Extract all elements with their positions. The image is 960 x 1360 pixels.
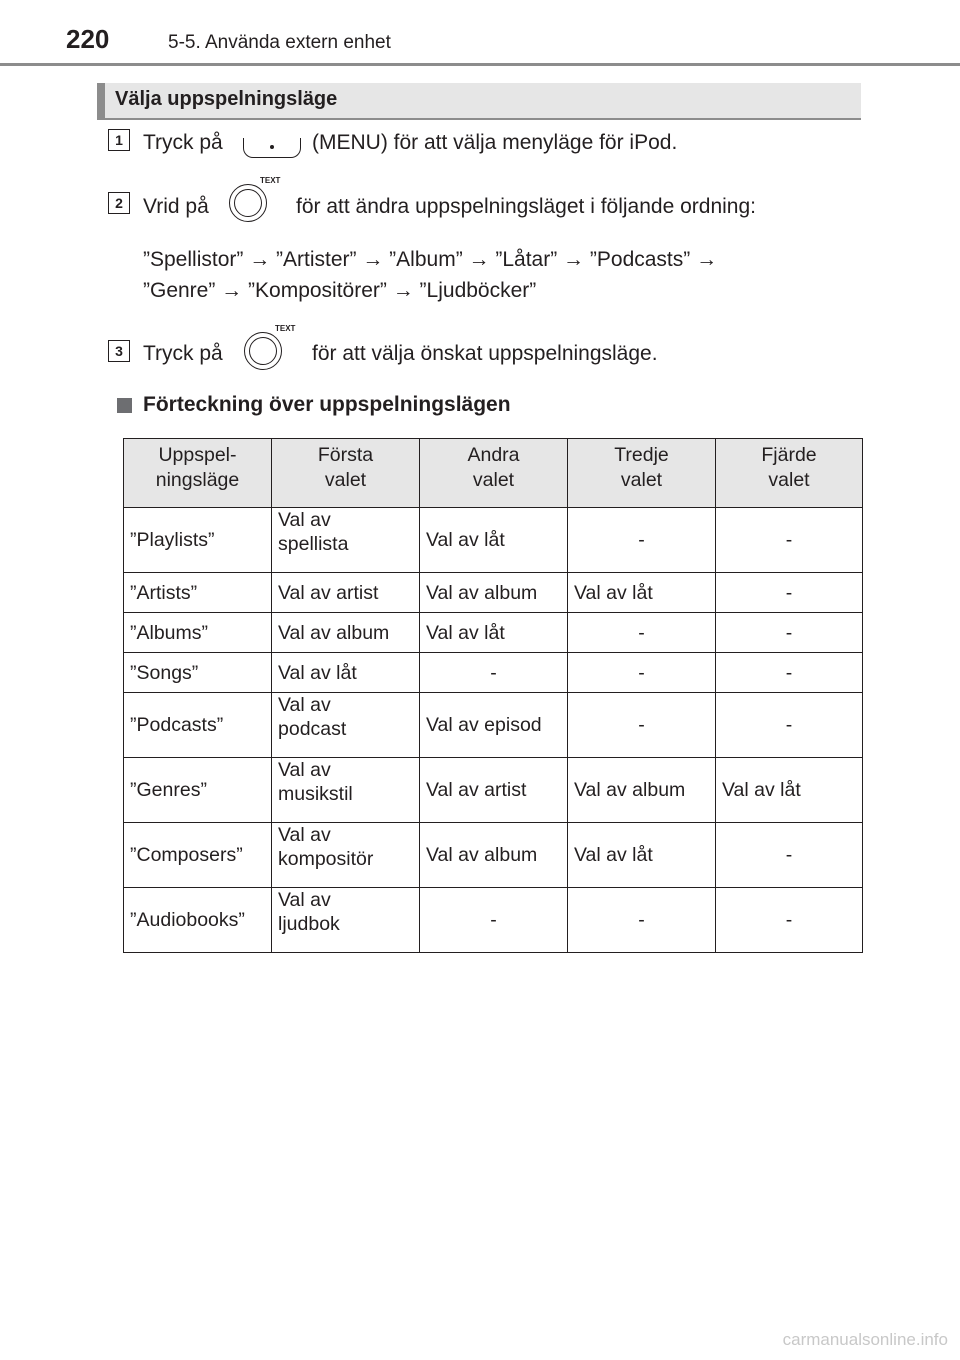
step-3-text-after: för att välja önskat uppspelningsläge. [312,342,658,365]
cell-mode: ”Audiobooks” [124,888,272,953]
table-row [124,693,863,758]
header-mode: Uppspel- ningsläge [124,439,272,508]
cell-first-choice [272,613,420,653]
cell-third-choice: - [568,653,716,693]
mode-order-line-1: ”Spellistor” → ”Artister” → ”Album” → ”Låtar” → ”Podcasts” → [143,248,718,271]
cell-mode: ”Genres” [124,758,272,823]
cell-text-line: Val av [278,824,331,846]
cell-first-choice [272,758,420,823]
cell-third-choice: Val av låt [568,573,716,613]
table-row [124,573,863,613]
cell-third-choice: Val av album [568,758,716,823]
cell-mode: ”Playlists” [124,508,272,573]
cell-text-line: spellista [278,533,349,555]
cell-third-choice: - [568,508,716,573]
cell-mode: ”Artists” [124,573,272,613]
playback-mode-table [123,438,863,953]
cell-second-choice: Val av album [420,573,568,613]
cell-text-line: kompositör [278,848,374,870]
step-1-text-before: Tryck på [143,131,223,154]
step-number-2: 2 [108,192,130,214]
cell-text-line: podcast [278,718,347,740]
step-1-text-after: (MENU) för att välja menyläge för iPod. [312,131,678,154]
cell-second-choice: Val av låt [420,613,568,653]
table-row [124,613,863,653]
step-2-text-before: Vrid på [143,195,209,218]
cell-fourth-choice: - [716,613,863,653]
header-second-choice: Andra valet [420,439,568,508]
cell-text-line: Val av låt [278,661,357,684]
step-2-text-after: för att ändra uppspelningsläget i följande ordning: [296,195,756,218]
cell-third-choice: Val av låt [568,823,716,888]
cell-fourth-choice: - [716,823,863,888]
step-number-3: 3 [108,340,130,362]
cell-fourth-choice: - [716,508,863,573]
table-row [124,888,863,953]
header-third-choice: Tredje valet [568,439,716,508]
table-row [124,823,863,888]
cell-text-line: Val av [278,889,331,911]
step-number-1: 1 [108,129,130,151]
page-number: 220 [66,24,110,54]
cell-fourth-choice: - [716,653,863,693]
cell-second-choice: Val av album [420,823,568,888]
cell-fourth-choice: - [716,888,863,953]
cell-fourth-choice: - [716,693,863,758]
cell-first-choice [272,823,420,888]
cell-first-choice [272,653,420,693]
section-title: Välja uppspelningsläge [115,88,338,110]
cell-third-choice: - [568,888,716,953]
table-row [124,758,863,823]
cell-text-line: musikstil [278,783,353,805]
step-3-text-before: Tryck på [143,342,223,365]
cell-mode: ”Songs” [124,653,272,693]
mode-order-line-2: ”Genre” → ”Kompositörer” → ”Ljudböcker” [143,279,537,302]
chapter-title: 5-5. Använda extern enhet [168,32,391,53]
cell-mode: ”Podcasts” [124,693,272,758]
tune-knob-icon: TEXT [244,328,286,370]
cell-second-choice: - [420,888,568,953]
cell-first-choice [272,693,420,758]
table-row [124,653,863,693]
section-bar [97,83,861,120]
cell-third-choice: - [568,693,716,758]
cell-first-choice [272,888,420,953]
cell-text-line: Val av artist [278,581,379,604]
cell-second-choice: - [420,653,568,693]
cell-second-choice: Val av episod [420,693,568,758]
cell-third-choice: - [568,613,716,653]
cell-second-choice: Val av låt [420,508,568,573]
cell-mode: ”Composers” [124,823,272,888]
subheading-marker-icon [117,398,132,413]
tune-knob-icon: TEXT [229,180,271,222]
cell-second-choice: Val av artist [420,758,568,823]
header-rule [0,63,960,66]
cell-text-line: Val av album [278,621,390,644]
cell-fourth-choice: - [716,573,863,613]
table-header-row [124,439,863,508]
cell-fourth-choice: Val av låt [716,758,863,823]
cell-mode: ”Albums” [124,613,272,653]
section-bar-accent [97,83,105,118]
cell-text-line: Val av [278,759,331,781]
cell-text-line: Val av [278,509,331,531]
header-fourth-choice: Fjärde valet [716,439,863,508]
cell-text-line: Val av [278,694,331,716]
cell-text-line: ljudbok [278,913,340,935]
cell-first-choice [272,573,420,613]
header-first-choice: Första valet [272,439,420,508]
menu-button-icon [243,138,301,158]
watermark: carmanualsonline.info [782,1330,948,1349]
cell-first-choice [272,508,420,573]
subheading: Förteckning över uppspelningslägen [143,393,511,416]
table-row [124,508,863,573]
